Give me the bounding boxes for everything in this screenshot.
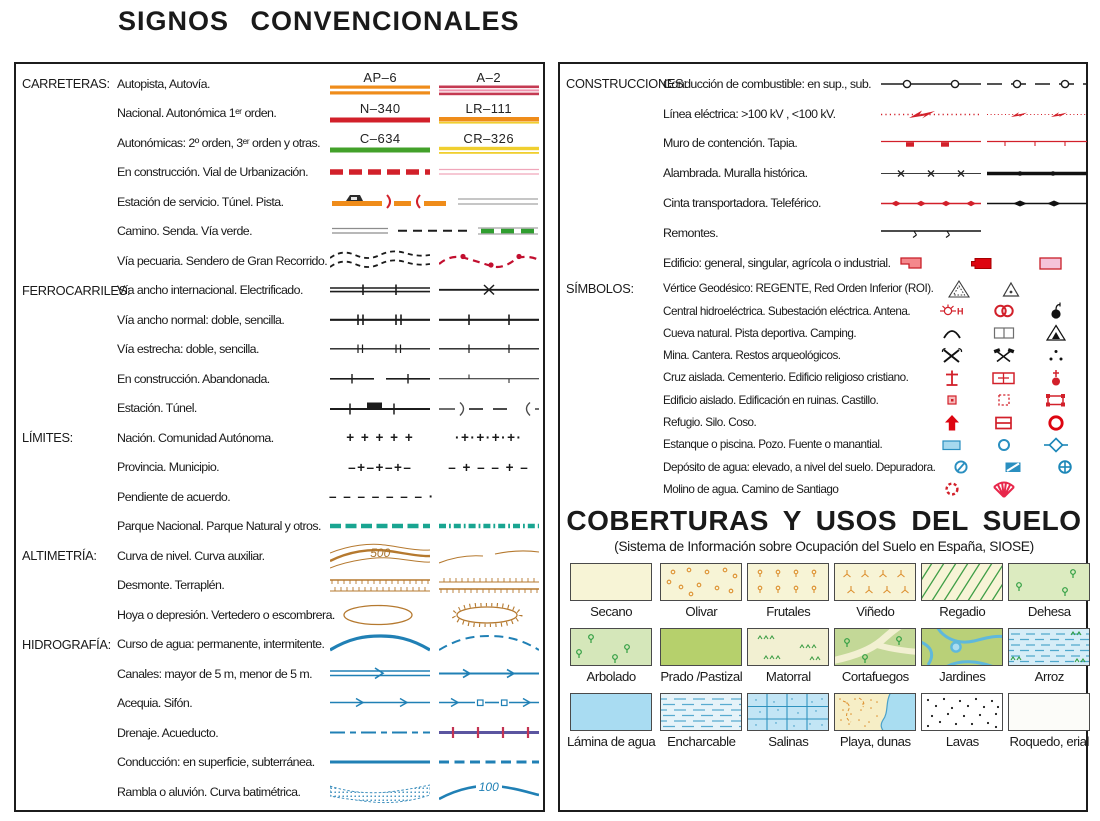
natural-park-boundary-symbol [438, 521, 541, 531]
legend-row-ffcc-construccion: En construcción. Abandonada. [22, 364, 540, 394]
wire-fence-symbol [881, 167, 981, 180]
livestock-track-symbol [329, 249, 432, 273]
legend-row-edificio: Edificio: general, singular, agrícola o industrial. [566, 248, 1082, 278]
swatch-vinedo: Viñedo [834, 563, 916, 619]
ski-lift-symbol [881, 226, 981, 240]
electric-substation-icon [978, 301, 1030, 321]
legend-row-estacion-tunel: Estación. Túnel. [22, 394, 540, 424]
contour-line-symbol [329, 542, 432, 570]
abandoned-rail-symbol [438, 372, 541, 386]
legend-row-acequia: Acequia. Sifón. [22, 689, 540, 719]
national-park-boundary-symbol [329, 521, 432, 531]
legend-row-deposito: Depósito de agua: elevado, a nivel del suelo. Depuradora. [566, 456, 1082, 478]
regional-2nd-order-symbol: C–634 [329, 132, 432, 154]
left-legend-panel [14, 62, 545, 812]
swatch-regadio: Regadio [921, 563, 1003, 619]
legend-row-combustible: CONSTRUCCIONES: Conducción de combustible: en sup., sub. [566, 69, 1082, 99]
svg-text:H: H [957, 306, 964, 317]
fuel-pipeline-underground-symbol [987, 77, 1087, 91]
autovia-a2-symbol [438, 71, 541, 96]
land-cover-grid [566, 563, 1090, 749]
narrow-gauge-double-symbol [329, 342, 432, 356]
legend-row-alambrada: Alambrada. Muralla histórica. [566, 158, 1082, 188]
national-boundary-symbol: + + + + + [346, 430, 415, 446]
conveyor-belt-symbol [881, 197, 981, 210]
swatch-matorral: Matorral [747, 628, 829, 684]
swatch-roquedo: Roquedo, erial [1008, 693, 1090, 749]
swatch-secano: Secano [567, 563, 655, 619]
bathymetric-contour-symbol [438, 779, 541, 805]
swatch-jardines: Jardines [921, 628, 1003, 684]
christian-religious-building-icon [1030, 368, 1082, 388]
legend-row-drenaje: Drenaje. Acueducto. [22, 718, 540, 748]
normal-gauge-single-symbol [438, 313, 541, 327]
electrified-rail-symbol [438, 283, 541, 297]
mine-icon [926, 346, 978, 366]
swatch-arroz: Arroz [1008, 628, 1090, 684]
rail-tunnel-symbol [438, 400, 541, 416]
legend-row-via-pecuaria: Vía pecuaria. Sendero de Gran Recorrido. [22, 246, 540, 276]
aqueduct-symbol [438, 726, 541, 740]
refuge-icon [926, 413, 978, 433]
castle-icon [1030, 390, 1082, 410]
underground-conduit-symbol [438, 757, 541, 767]
ruins-icon [978, 390, 1030, 410]
legend-row-autonomicas: Autonómicas: 2º orden, 3ᵉʳ orden y otras. C–634 CR–326 [22, 128, 540, 158]
wash-alluvium-symbol [329, 779, 432, 805]
pending-agreement-boundary-symbol: – – – – – – – · [329, 489, 435, 505]
gr-footpath-symbol [438, 249, 541, 273]
municipality-boundary-symbol: – + – – + – [448, 459, 530, 475]
pond-pool-icon [926, 435, 978, 455]
legend-row-via-internacional: FERROCARRILES: Vía ancho internacional. Electrificado. [22, 276, 540, 306]
coberturas-title: COBERTURAS Y USOS DEL SUELO [566, 504, 1082, 536]
ground-water-tank-icon [987, 457, 1039, 477]
legend-row-linea-electrica: Línea eléctrica: >100 kV , <100 kV. [566, 99, 1082, 129]
siphon-symbol [438, 696, 541, 710]
legend-row-central: Central hidroeléctrica. Subestación eléctrica. Antena. H [566, 300, 1082, 322]
wall-tapia-symbol [987, 137, 1087, 149]
road-badge: AP–6 [363, 70, 398, 86]
legend-row-molino: Molino de agua. Camino de Santiago [566, 478, 1082, 500]
building-industrial-icon [1036, 253, 1066, 273]
legend-row-mina: Mina. Cantera. Restos arqueológicos. [566, 344, 1082, 366]
building-singular-icon [967, 253, 997, 273]
natural-cave-icon [926, 323, 978, 343]
legend-row-muro: Muro de contención. Tapia. [566, 129, 1082, 159]
legend-row-nacion: LÍMITES: Nación. Comunidad Autónoma. + + + + + ·+·+·+·+· [22, 423, 540, 453]
silo-icon [978, 413, 1030, 433]
rail-under-construction-symbol [329, 372, 432, 386]
geodesic-vertex-roi-icon [985, 279, 1037, 299]
section-limites: LÍMITES: [22, 430, 73, 446]
section-carreteras: CARRETERAS: [22, 76, 110, 92]
swatch-salinas: Salinas [747, 693, 829, 749]
power-line-high-symbol [881, 107, 981, 121]
international-gauge-rail-symbol [329, 283, 432, 297]
legend-row-cueva: Cueva natural. Pista deportiva. Camping. [566, 322, 1082, 344]
isolated-cross-icon [926, 368, 978, 388]
regional-3rd-order-symbol: CR–326 [438, 132, 541, 154]
camino-de-santiago-icon [978, 479, 1030, 499]
swatch-arbolado: Arbolado [567, 628, 655, 684]
power-line-low-symbol [987, 107, 1087, 121]
swatch-playa-dunas: Playa, dunas [834, 693, 916, 749]
legend-row-vertice: SÍMBOLOS: Vértice Geodésico: REGENTE, Red Orden Inferior (ROI). [566, 278, 1082, 300]
fuel-pipeline-surface-symbol [881, 77, 981, 91]
urbanization-road-symbol [438, 166, 541, 178]
legend-row-cruz: Cruz aislada. Cementerio. Edificio religioso cristiano. [566, 367, 1082, 389]
swatch-cortafuegos: Cortafuegos [834, 628, 916, 684]
road-under-construction-symbol [329, 166, 432, 178]
section-construcciones: CONSTRUCCIONES: [566, 76, 687, 92]
hydroelectric-plant-icon [926, 301, 978, 321]
canal-major-symbol [329, 667, 432, 681]
intermittent-watercourse-symbol [438, 634, 541, 654]
legend-row-parque: Parque Nacional. Parque Natural y otros. [22, 512, 540, 542]
legend-row-autopista: CARRETERAS: Autopista, Autovía. AP–6 A–2 [22, 69, 540, 99]
swatch-frutales: Frutales [747, 563, 829, 619]
water-mill-icon [926, 479, 978, 499]
legend-row-pendiente: Pendiente de acuerdo. – – – – – – – · [117, 489, 435, 505]
quarry-icon [978, 346, 1030, 366]
legend-row-nacional: Nacional. Autonómica 1ᵉʳ orden. N–340 LR–111 [22, 99, 540, 129]
antenna-icon [1030, 301, 1082, 321]
legend-row-rambla: Rambla o aluvión. Curva batimétrica. 100 [22, 777, 540, 807]
right-legend-panel [558, 62, 1088, 812]
coberturas-subtitle: (Sistema de Información sobre Ocupación del Suelo en España, SIOSE) [614, 538, 1034, 554]
historic-wall-symbol [987, 167, 1087, 180]
retaining-wall-symbol [881, 137, 981, 149]
water-treatment-plant-icon [1039, 457, 1091, 477]
legend-row-refugio: Refugio. Silo. Coso. [566, 411, 1082, 433]
drainage-symbol [329, 726, 432, 740]
swatch-lavas: Lavas [921, 693, 1003, 749]
normal-gauge-double-symbol [329, 313, 432, 327]
sports-field-icon [978, 323, 1030, 343]
auxiliary-contour-symbol [438, 542, 541, 570]
legend-row-estanque: Estanque o piscina. Pozo. Fuente o manantial. [566, 434, 1082, 456]
section-hidrografia: HIDROGRAFÍA: [22, 636, 111, 652]
legend-row-remontes: Remontes. [566, 218, 1082, 248]
swatch-olivar: Olivar [660, 563, 742, 619]
legend-row-provincia: Provincia. Municipio. –+–+–+– – + – – + – [22, 453, 540, 483]
service-station-tunnel-track-symbol [329, 193, 540, 210]
swatch-encharcable: Encharcable [660, 693, 742, 749]
canal-minor-symbol [438, 667, 541, 681]
elevated-water-tank-icon [935, 457, 987, 477]
cemetery-icon [978, 368, 1030, 388]
legend-row-edificio-aislado: Edificio aislado. Edificación en ruinas. Castillo. [566, 389, 1082, 411]
isolated-building-icon [926, 390, 978, 410]
road-badge: A–2 [476, 70, 502, 86]
narrow-gauge-single-symbol [438, 342, 541, 356]
geodesic-vertex-regente-icon [933, 279, 985, 299]
contour-elevation-label: 500 [370, 545, 391, 560]
swatch-lamina-agua: Lámina de agua [567, 693, 655, 749]
legend-row-via-estrecha: Vía estrecha: doble, sencilla. [22, 335, 540, 365]
legend-row-desmonte: Desmonte. Terraplén. [22, 571, 540, 601]
permanent-watercourse-symbol [329, 634, 432, 654]
swatch-prado: Prado /Pastizal [660, 628, 742, 684]
legend-row-en-construccion: En construcción. Vial de Urbanización. [22, 158, 540, 188]
path-trail-greenway-symbol [329, 225, 540, 237]
legend-row-curso-agua: HIDROGRAFÍA: Curso de agua: permanente, intermitente. [22, 630, 540, 660]
province-boundary-symbol: –+–+–+– [348, 459, 413, 475]
legend-row-estacion-servicio: Estación de servicio. Túnel. Pista. [22, 187, 540, 217]
cutting-symbol [329, 575, 432, 595]
depression-symbol [329, 603, 432, 627]
cable-car-symbol [987, 197, 1087, 210]
national-road-symbol: N–340 [329, 102, 432, 124]
camping-icon [1030, 323, 1082, 343]
legend-row-cinta: Cinta transportadora. Teleférico. [566, 188, 1082, 218]
spring-icon [1030, 435, 1082, 455]
motorway-ap6-symbol [329, 71, 432, 96]
irrigation-ditch-symbol [329, 696, 432, 710]
autonomous-community-boundary-symbol: ·+·+·+·+· [454, 430, 523, 446]
legend-row-via-normal: Vía ancho normal: doble, sencilla. [22, 305, 540, 335]
legend-row-conduccion: Conducción: en superficie, subterránea. [22, 748, 540, 778]
section-altimetria: ALTIMETRÍA: [22, 548, 97, 564]
legend-row-canales: Canales: mayor de 5 m, menor de 5 m. [22, 659, 540, 689]
regional-1st-order-symbol: LR–111 [438, 102, 541, 124]
legend-row-camino: Camino. Senda. Vía verde. [22, 217, 540, 247]
building-general-icon [898, 253, 928, 273]
legend-row-hoya: Hoya o depresión. Vertedero o escombrera. [22, 600, 540, 630]
page-title: SIGNOS CONVENCIONALES [118, 6, 520, 36]
surface-conduit-symbol [329, 757, 432, 767]
landfill-symbol [438, 603, 541, 627]
archaeological-remains-icon [1030, 346, 1082, 366]
legend-row-curva-nivel: ALTIMETRÍA: Curva de nivel. Curva auxiliar. 500 [22, 541, 540, 571]
section-ferrocarriles: FERROCARRILES: [22, 282, 131, 298]
section-simbolos: SÍMBOLOS: [566, 281, 634, 297]
rail-station-symbol [329, 400, 432, 416]
bathymetric-depth-label: 100 [476, 780, 502, 794]
embankment-symbol [438, 575, 541, 595]
swatch-dehesa: Dehesa [1008, 563, 1090, 619]
bullring-icon [1030, 413, 1082, 433]
well-icon [978, 435, 1030, 455]
